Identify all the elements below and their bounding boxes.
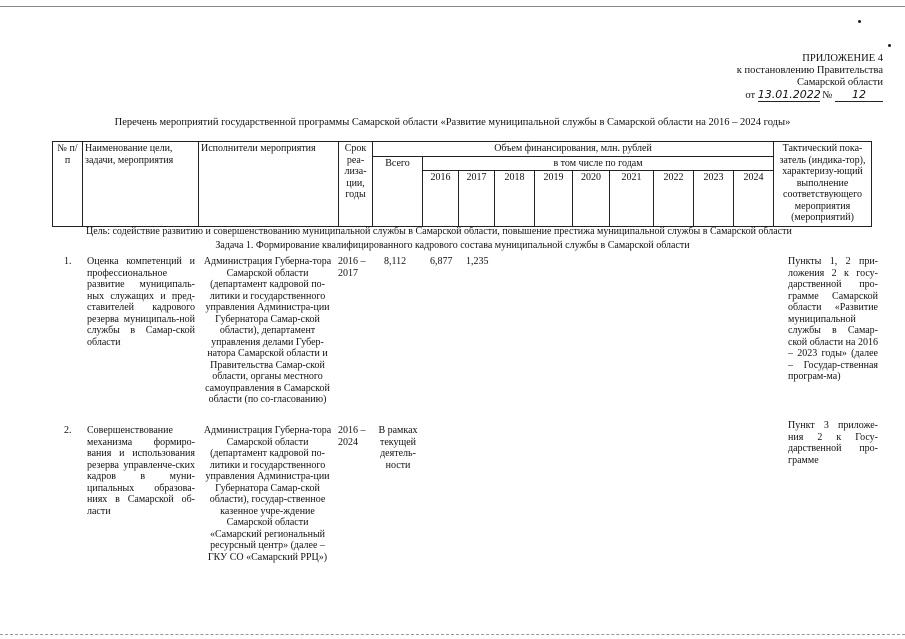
header-term: Срок реа-лиза-ции, годы — [339, 142, 373, 227]
row-2-name: Совершенствование механизма формиро-вания и использования резерва управленче-ских кадров в муни-ципальных образова-ниях в Самарской об-ласти — [87, 425, 195, 517]
header-year: 2024 — [734, 171, 774, 227]
header-year: 2023 — [694, 171, 734, 227]
header-indicator: Тактический пока-затель (индика-тор), характеризу-ющий выполнение соответствующего мероприятия (мероприятий) — [774, 142, 872, 227]
header-num: № п/п — [53, 142, 83, 227]
scan-speck — [888, 44, 891, 47]
header-table — [52, 141, 872, 227]
row-1-indicator: Пункты 1, 2 при-ложения 2 к госу-дарственной про-грамме Самарской области «Развитие муниципальной службы в Самар-ской области на 2016 – 2023 годы» (далее – Государ-ственная програм-ма) — [788, 256, 878, 382]
document-title: Перечень мероприятий государственной программы Самарской области «Развитие муниципальной службы в Самарской области на 2016 – 2024 годы» — [114, 117, 791, 128]
top-border-line — [0, 6, 905, 7]
appendix-line: Самарской области — [797, 77, 883, 88]
header-year: 2020 — [573, 171, 610, 227]
date-prefix: от — [745, 90, 756, 101]
handwritten-date: 13.01.2022 — [757, 88, 821, 101]
header-year: 2021 — [610, 171, 654, 227]
header-funding: Объем финансирования, млн. рублей — [373, 142, 774, 157]
appendix-line: к постановлению Правительства — [736, 65, 883, 76]
header-total: Всего — [373, 156, 423, 227]
row-1-2016: 6,877 — [430, 256, 453, 267]
appendix-date-line — [737, 89, 883, 102]
header-including: в том числе по годам — [423, 156, 774, 171]
row-1-number: 1. — [64, 256, 72, 267]
row-2-indicator: Пункт 3 приложе-ния 2 к Госу-дарственной про-грамме — [788, 420, 878, 466]
header-year: 2019 — [535, 171, 573, 227]
row-1-term: 2016 – 2017 — [338, 256, 366, 279]
row-2-executors: Администрация Губерна-тора Самарской области (департамент кадровой по-литики и государственного управления Администра-ции Губернатора Самар-ской области), государ-ственное казенное учре-ждение Самарской области «Самарский региональный ресурсный центр» (далее – ГКУ СО «Самарский РРЦ») — [203, 425, 332, 563]
row-2-term: 2016 – 2024 — [338, 425, 366, 448]
row-2-number: 2. — [64, 425, 72, 436]
number-prefix: № — [822, 90, 833, 101]
header-year: 2018 — [495, 171, 535, 227]
row-1-executors: Администрация Губерна-тора Самарской области (департамент кадровой по-литики и государственного управления Администра-ции Губернатора Самар-ской области), департамент управления делами Губер-натора Самарской области и Правительства Самар-ской области, органы местного самоуправления в Самарской области (по со-гласованию) — [203, 256, 332, 405]
appendix-block — [737, 53, 883, 102]
header-year: 2022 — [654, 171, 694, 227]
row-2-total: В рамках текущей деятель-ности — [378, 425, 418, 471]
appendix-title: ПРИЛОЖЕНИЕ 4 — [802, 53, 883, 64]
scan-speck — [858, 20, 861, 23]
bottom-edge-line — [0, 634, 905, 635]
row-1-2017: 1,235 — [466, 256, 489, 267]
header-year: 2016 — [423, 171, 459, 227]
task-heading: Задача 1. Формирование квалифицированного кадрового состава муниципальной службы в Самарской области — [215, 240, 690, 251]
header-executors: Исполнители мероприятия — [199, 142, 339, 227]
header-year: 2017 — [459, 171, 495, 227]
row-1-name: Оценка компетенций и профессиональное развитие муниципаль-ных служащих и пред-ставителей кадрового резерва муниципаль-ной службы в Самар-ской области — [87, 256, 195, 348]
goal-text: Цель: содействие развитию и совершенствованию муниципальной службы в Самарской области, повышение престижа муниципальной службы в Самарской области — [86, 226, 792, 237]
header-name: Наименование цели, задачи, мероприятия — [83, 142, 199, 227]
handwritten-number: 12 — [835, 89, 883, 102]
row-1-total: 8,112 — [384, 256, 407, 267]
